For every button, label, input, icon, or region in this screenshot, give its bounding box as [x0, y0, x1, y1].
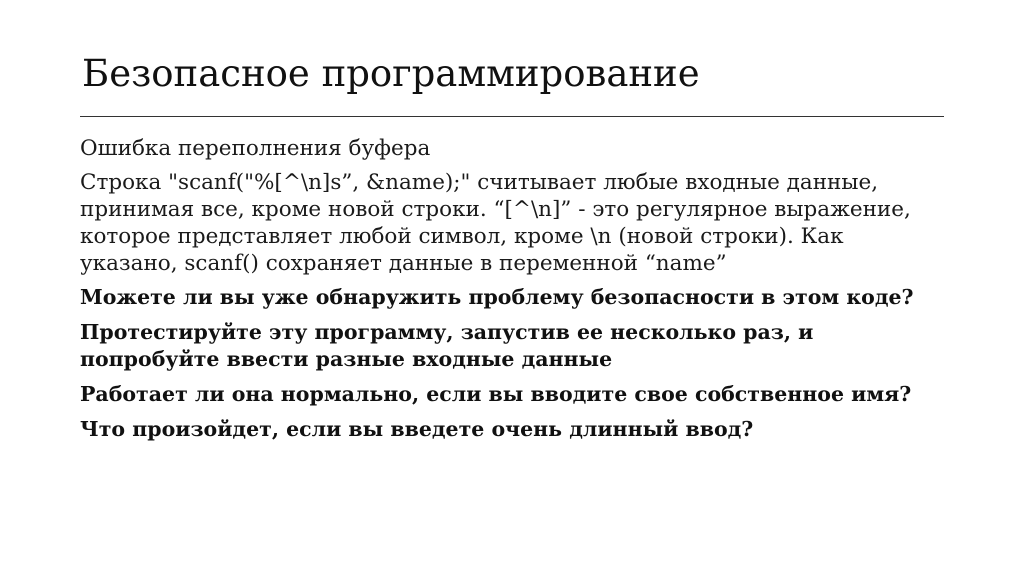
title-divider	[80, 116, 944, 117]
instruction-test-program: Протестируйте эту программу, запустив ее несколько раз, и попробуйте ввести разные входные данные	[80, 320, 814, 371]
slide-title: Безопасное программирование	[82, 52, 700, 95]
paragraph-description: Строка "scanf("%[^\n]s”, &name);" считывает любые входные данные, принимая все, кроме новой строки. “[^\n]” - это регулярное выражение, которое представляет любой символ, кроме \n (новой строки). Как указано, scanf() сохраняет данные в переменной “name”	[80, 170, 911, 276]
question-long-input: Что произойдет, если вы введете очень длинный ввод?	[80, 417, 754, 441]
slide-body	[80, 135, 940, 451]
paragraph-topic: Ошибка переполнения буфера	[80, 136, 431, 161]
question-detect-problem: Можете ли вы уже обнаружить проблему безопасности в этом коде?	[80, 285, 914, 309]
question-own-name: Работает ли она нормально, если вы вводите свое собственное имя?	[80, 382, 912, 406]
